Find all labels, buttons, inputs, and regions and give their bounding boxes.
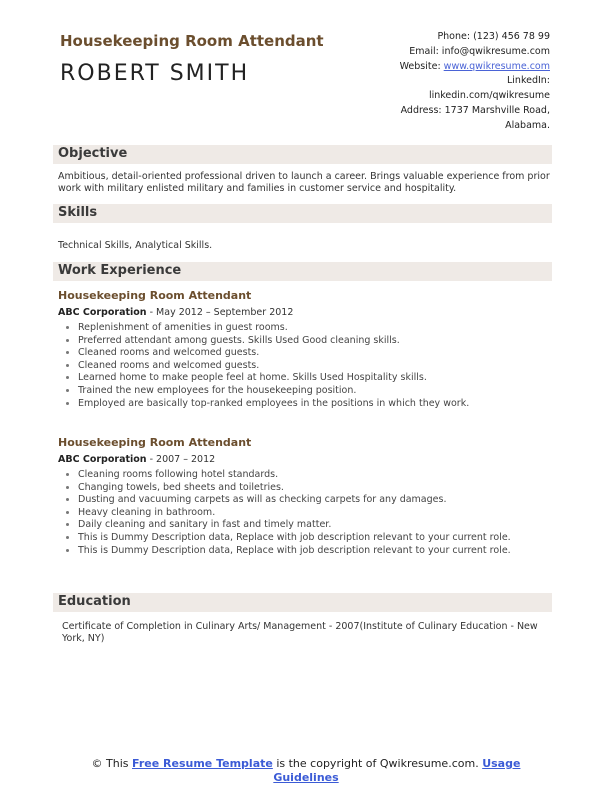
address-line2: Alabama. <box>505 119 550 131</box>
email: Email: info@qwikresume.com <box>409 45 550 57</box>
website-link[interactable]: www.qwikresume.com <box>443 60 550 72</box>
list-item: • Learned home to make people feel at home. Skills Used Hospitality skills. <box>78 372 558 385</box>
list-item: • This is Dummy Description data, Replace with job description relevant to your current role. <box>78 532 558 545</box>
section-objective <box>53 145 552 164</box>
list-item: • Daily cleaning and sanitary in fast and timely matter. <box>78 519 558 532</box>
list-item: • Preferred attendant among guests. Skills Used Good cleaning skills. <box>78 335 558 348</box>
job-title: Housekeeping Room Attendant <box>60 32 324 50</box>
copyright-footer <box>60 757 552 785</box>
list-item: • Heavy cleaning in bathroom. <box>78 507 558 520</box>
section-skills <box>53 204 552 223</box>
contact-block <box>350 30 550 134</box>
website-label: Website: <box>399 60 444 72</box>
employer-1 <box>58 307 293 318</box>
education-text: Certificate of Completion in Culinary Arts/ Management - 2007(Institute of Culinary Education - New York, NY) <box>62 621 538 644</box>
section-title-objective: Objective <box>58 146 128 161</box>
dates-1: - May 2012 – September 2012 <box>146 307 294 318</box>
section-title-work: Work Experience <box>58 263 182 278</box>
website <box>350 60 550 75</box>
section-education <box>53 593 552 612</box>
section-title-skills: Skills <box>58 205 98 220</box>
job-1-bullets <box>62 322 558 410</box>
resume-header <box>60 30 552 130</box>
objective-text: Ambitious, detail-oriented professional driven to launch a career. Brings valuable experience from prior work with military enlisted military and families in customer service and hospitality. <box>58 171 550 194</box>
list-item: • This is Dummy Description data, Replace with job description relevant to your current role. <box>78 545 558 558</box>
section-work <box>53 262 552 281</box>
job-title-1: Housekeeping Room Attendant <box>58 289 252 302</box>
linkedin-label: LinkedIn: <box>506 75 550 87</box>
employer-2 <box>58 454 215 465</box>
list-item: • Changing towels, bed sheets and toiletries. <box>78 482 558 495</box>
linkedin-value: linkedin.com/qwikresume <box>428 90 550 102</box>
list-item: • Employed are basically top-ranked employees in the positions in which they work. <box>78 398 558 411</box>
usage-guidelines-link[interactable]: Usage Guidelines <box>273 757 521 784</box>
list-item: • Cleaned rooms and welcomed guests. <box>78 360 558 373</box>
list-item: • Replenishment of amenities in guest rooms. <box>78 322 558 335</box>
footer-prefix: © This <box>91 757 133 770</box>
footer-middle: is the copyright of Qwikresume.com. <box>272 757 483 770</box>
phone: Phone: (123) 456 78 99 <box>437 31 550 42</box>
list-item: • Dusting and vacuuming carpets as will as checking carpets for any damages. <box>78 494 558 507</box>
job-2-bullets <box>62 469 558 557</box>
company-1: ABC Corporation <box>58 307 147 318</box>
skills-text: Technical Skills, Analytical Skills. <box>58 240 213 251</box>
company-2: ABC Corporation <box>58 454 147 465</box>
list-item: • Trained the new employees for the housekeeping position. <box>78 385 558 398</box>
dates-2: - 2007 – 2012 <box>146 454 216 465</box>
free-resume-template-link[interactable]: Free Resume Template <box>132 757 273 770</box>
address-line1: Address: 1737 Marshville Road, <box>400 104 550 116</box>
list-item: • Cleaned rooms and welcomed guests. <box>78 347 558 360</box>
job-title-2: Housekeeping Room Attendant <box>58 436 252 449</box>
candidate-name: ROBERT SMITH <box>60 61 250 86</box>
list-item: • Cleaning rooms following hotel standards. <box>78 469 558 482</box>
section-title-education: Education <box>58 594 131 609</box>
